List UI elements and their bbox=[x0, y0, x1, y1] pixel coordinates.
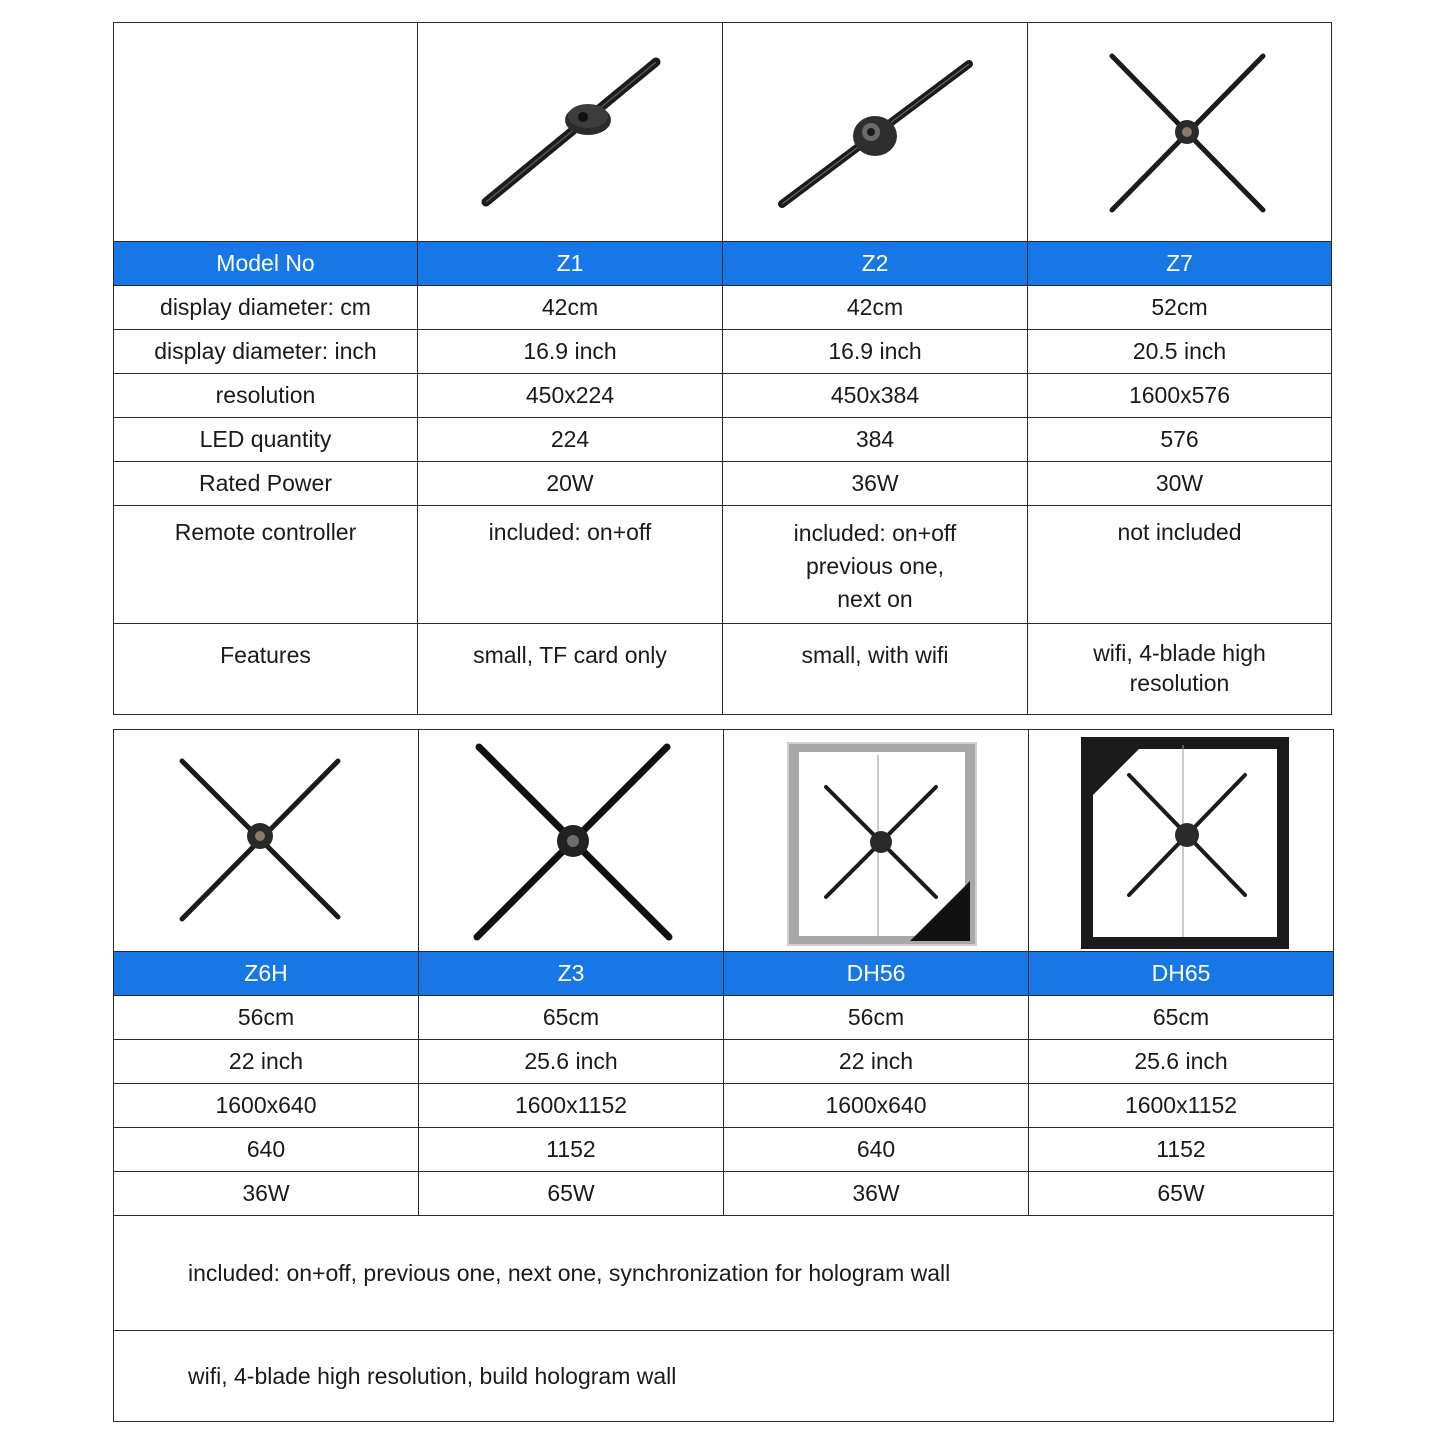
four-blade-hologram-fan-icon bbox=[1030, 24, 1330, 241]
row-features bbox=[114, 1331, 1334, 1422]
value-cell: 42cm bbox=[418, 286, 723, 330]
image-cell-dh65 bbox=[1029, 730, 1334, 952]
remote-line: included: on+off bbox=[793, 520, 957, 546]
model-z6h: Z6H bbox=[114, 952, 419, 996]
row-label: Remote controller bbox=[114, 506, 418, 624]
value-cell: 52cm bbox=[1028, 286, 1332, 330]
row-rated-power bbox=[114, 1172, 1334, 1216]
row-label: display diameter: inch bbox=[114, 330, 418, 374]
model-z3: Z3 bbox=[419, 952, 724, 996]
image-cell-dh56 bbox=[724, 730, 1029, 952]
value-cell: 42cm bbox=[723, 286, 1028, 330]
row-diameter-inch bbox=[114, 1040, 1334, 1084]
value-cell: 36W bbox=[723, 462, 1028, 506]
value-cell: 25.6 inch bbox=[419, 1040, 724, 1084]
row-label: LED quantity bbox=[114, 418, 418, 462]
value-cell: 1152 bbox=[419, 1128, 724, 1172]
row-label: display diameter: cm bbox=[114, 286, 418, 330]
model-header-row bbox=[114, 952, 1334, 996]
framed-hologram-fan-silver-icon bbox=[726, 731, 1026, 951]
model-z1: Z1 bbox=[418, 242, 723, 286]
value-cell: 36W bbox=[724, 1172, 1029, 1216]
row-diameter-inch bbox=[114, 330, 1332, 374]
model-no-label: Model No bbox=[114, 242, 418, 286]
spec-table-top bbox=[113, 22, 1332, 715]
model-z7: Z7 bbox=[1028, 242, 1332, 286]
row-resolution bbox=[114, 1084, 1334, 1128]
value-cell: 1600x640 bbox=[724, 1084, 1029, 1128]
row-led-quantity bbox=[114, 1128, 1334, 1172]
value-cell: 16.9 inch bbox=[418, 330, 723, 374]
value-cell: 20.5 inch bbox=[1028, 330, 1332, 374]
feature-line: resolution bbox=[1129, 670, 1230, 696]
value-cell: small, TF card only bbox=[418, 624, 723, 715]
image-row bbox=[114, 730, 1334, 952]
value-cell: 56cm bbox=[724, 996, 1029, 1040]
feature-line: wifi, 4-blade high bbox=[1093, 640, 1266, 666]
value-cell: 640 bbox=[724, 1128, 1029, 1172]
value-cell: 1152 bbox=[1029, 1128, 1334, 1172]
remote-line: next on bbox=[837, 586, 913, 612]
model-header-row bbox=[114, 242, 1332, 286]
value-cell: 65W bbox=[1029, 1172, 1334, 1216]
row-remote-controller bbox=[114, 506, 1332, 624]
image-cell-z1 bbox=[418, 23, 723, 242]
value-cell: not included bbox=[1028, 506, 1332, 624]
row-label: resolution bbox=[114, 374, 418, 418]
value-cell: 56cm bbox=[114, 996, 419, 1040]
row-led-quantity bbox=[114, 418, 1332, 462]
value-cell: 22 inch bbox=[114, 1040, 419, 1084]
value-cell: 640 bbox=[114, 1128, 419, 1172]
value-cell: 65cm bbox=[1029, 996, 1334, 1040]
value-cell: 1600x1152 bbox=[419, 1084, 724, 1128]
image-cell-empty bbox=[114, 23, 418, 242]
value-cell: 450x384 bbox=[723, 374, 1028, 418]
value-cell: 22 inch bbox=[724, 1040, 1029, 1084]
row-rated-power bbox=[114, 462, 1332, 506]
row-features bbox=[114, 624, 1332, 715]
four-blade-hologram-fan-icon bbox=[116, 731, 416, 951]
value-cell: 20W bbox=[418, 462, 723, 506]
value-cell: 1600x1152 bbox=[1029, 1084, 1334, 1128]
value-cell: 224 bbox=[418, 418, 723, 462]
value-cell: 36W bbox=[114, 1172, 419, 1216]
features-value: wifi, 4-blade high resolution, build hologram wall bbox=[114, 1331, 1334, 1422]
value-cell: 30W bbox=[1028, 462, 1332, 506]
row-label: Rated Power bbox=[114, 462, 418, 506]
value-cell: 1600x640 bbox=[114, 1084, 419, 1128]
value-cell: 1600x576 bbox=[1028, 374, 1332, 418]
row-label: Features bbox=[114, 624, 418, 715]
value-cell: 576 bbox=[1028, 418, 1332, 462]
remote-line: previous one, bbox=[805, 553, 945, 579]
image-cell-z6h bbox=[114, 730, 419, 952]
image-row bbox=[114, 23, 1332, 242]
four-blade-hologram-fan-icon bbox=[421, 731, 721, 951]
model-dh65: DH65 bbox=[1029, 952, 1334, 996]
value-cell: 384 bbox=[723, 418, 1028, 462]
model-dh56: DH56 bbox=[724, 952, 1029, 996]
value-cell: small, with wifi bbox=[723, 624, 1028, 715]
row-diameter-cm bbox=[114, 996, 1334, 1040]
remote-controller-value: included: on+off, previous one, next one, synchronization for hologram wall bbox=[114, 1216, 1334, 1331]
value-cell: 16.9 inch bbox=[723, 330, 1028, 374]
value-cell: 25.6 inch bbox=[1029, 1040, 1334, 1084]
image-cell-z3 bbox=[419, 730, 724, 952]
row-remote-controller bbox=[114, 1216, 1334, 1331]
row-resolution bbox=[114, 374, 1332, 418]
spec-table-bottom bbox=[113, 729, 1334, 1422]
row-diameter-cm bbox=[114, 286, 1332, 330]
model-z2: Z2 bbox=[723, 242, 1028, 286]
value-cell: 65W bbox=[419, 1172, 724, 1216]
value-cell: 450x224 bbox=[418, 374, 723, 418]
image-cell-z7 bbox=[1028, 23, 1332, 242]
value-cell bbox=[723, 506, 1028, 624]
image-cell-z2 bbox=[723, 23, 1028, 242]
two-blade-hologram-fan-icon bbox=[420, 24, 720, 241]
framed-hologram-fan-black-icon bbox=[1031, 731, 1331, 951]
value-cell bbox=[1028, 624, 1332, 715]
value-cell: 65cm bbox=[419, 996, 724, 1040]
two-blade-hologram-fan-icon bbox=[725, 24, 1025, 241]
value-cell: included: on+off bbox=[418, 506, 723, 624]
